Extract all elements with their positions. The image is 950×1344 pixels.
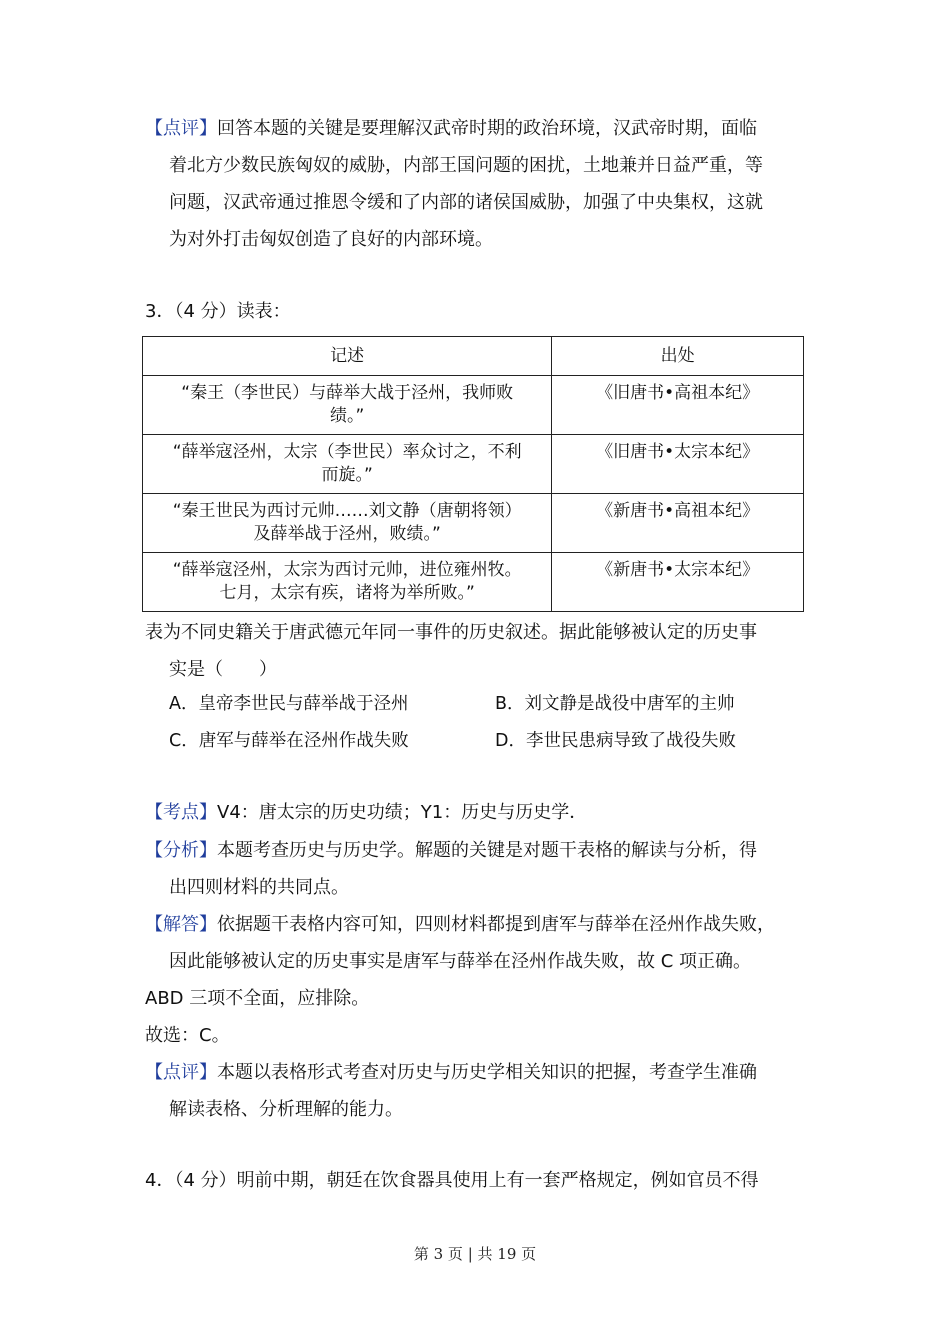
record-cell: “秦王（李世民）与薛举大战于泾州，我师败 绩。”: [143, 376, 552, 435]
fenxi-block: 【分析】本题考查历史与历史学。解题的关键是对题干表格的解读与分析，得 出四则材料的共同点。: [145, 840, 757, 898]
comment-line-3: 问题，汉武帝通过推恩令缓和了内部的诸侯国威胁，加强了中央集权，这就: [169, 192, 763, 213]
kaodian-block: [145, 794, 805, 831]
table-row: [143, 435, 804, 494]
comment-line-4: 为对外打击匈奴创造了良好的内部环境。: [169, 229, 493, 250]
header-source: 出处: [552, 337, 804, 376]
comment-block-1: [145, 110, 805, 258]
kaodian-text: V4：唐太宗的历史功绩；Y1：历史与历史学．: [217, 802, 588, 823]
record-cell: “秦王世民为西讨元帅……刘文静（唐朝将领） 及薛举战于泾州，败绩。”: [143, 494, 552, 553]
table-row: [143, 376, 804, 435]
table-row: [143, 494, 804, 553]
table-header-row: [143, 337, 804, 376]
q3-stem: 3．（4 分）读表：: [145, 301, 291, 322]
source-cell: 《旧唐书•高祖本纪》: [552, 376, 804, 435]
q3-question: [145, 614, 805, 688]
source-cell: 《新唐书•高祖本纪》: [552, 494, 804, 553]
option-d[interactable]: D．李世民患病导致了战役失败: [495, 731, 736, 751]
record-cell: “薛举寇泾州，太宗为西讨元帅，进位雍州牧。 七月，太宗有疾，诸将为举所败。”: [143, 553, 552, 612]
option-a[interactable]: A．皇帝李世民与薛举战于泾州: [169, 694, 409, 714]
source-cell: 《新唐书•太宗本纪》: [552, 553, 804, 612]
q4-stem: 4．（4 分）明前中期，朝廷在饮食器具使用上有一套严格规定，例如官员不得: [145, 1170, 759, 1191]
source-cell: 《旧唐书•太宗本纪》: [552, 435, 804, 494]
comment-line-1: 【点评】回答本题的关键是要理解汉武帝时期的政治环境，汉武帝时期，面临: [145, 118, 757, 139]
option-c[interactable]: C．唐军与薛举在泾州作战失败: [169, 731, 409, 751]
fenxi-tag: 【分析】: [145, 840, 217, 861]
question-line-2: 实是（ ）: [169, 659, 277, 680]
dianping-tag: 【点评】: [145, 1062, 217, 1083]
option-b[interactable]: B．刘文静是战役中唐军的主帅: [495, 694, 735, 714]
dianping-block: 【点评】本题以表格形式考查对历史与历史学相关知识的把握，考查学生准确 解读表格、分析理解的能力。: [145, 1062, 757, 1120]
comment-line-2: 着北方少数民族匈奴的威胁，内部王国问题的困扰，土地兼并日益严重，等: [169, 155, 763, 176]
question-line-1: 表为不同史籍关于唐武德元年同一事件的历史叙述。据此能够被认定的历史事: [145, 622, 757, 643]
jieda-tag: 【解答】: [145, 914, 217, 935]
jieda-block: 【解答】依据题干表格内容可知，四则材料都提到唐军与薛举在泾州作战失败， 因此能够被认定的历史事实是唐军与薛举在泾州作战失败，故 C 项正确。 ABD 三项不全面，应排除。 故选：C。: [145, 914, 775, 1046]
comment-tag: 【点评】: [145, 118, 217, 139]
page-footer: 第 3 页 | 共 19 页: [413, 1245, 537, 1263]
header-record: 记述: [143, 337, 552, 376]
table-row: [143, 553, 804, 612]
record-cell: “薛举寇泾州，太宗（李世民）率众讨之，不利 而旋。”: [143, 435, 552, 494]
source-table: [142, 336, 804, 612]
kaodian-tag: 【考点】: [145, 802, 217, 823]
